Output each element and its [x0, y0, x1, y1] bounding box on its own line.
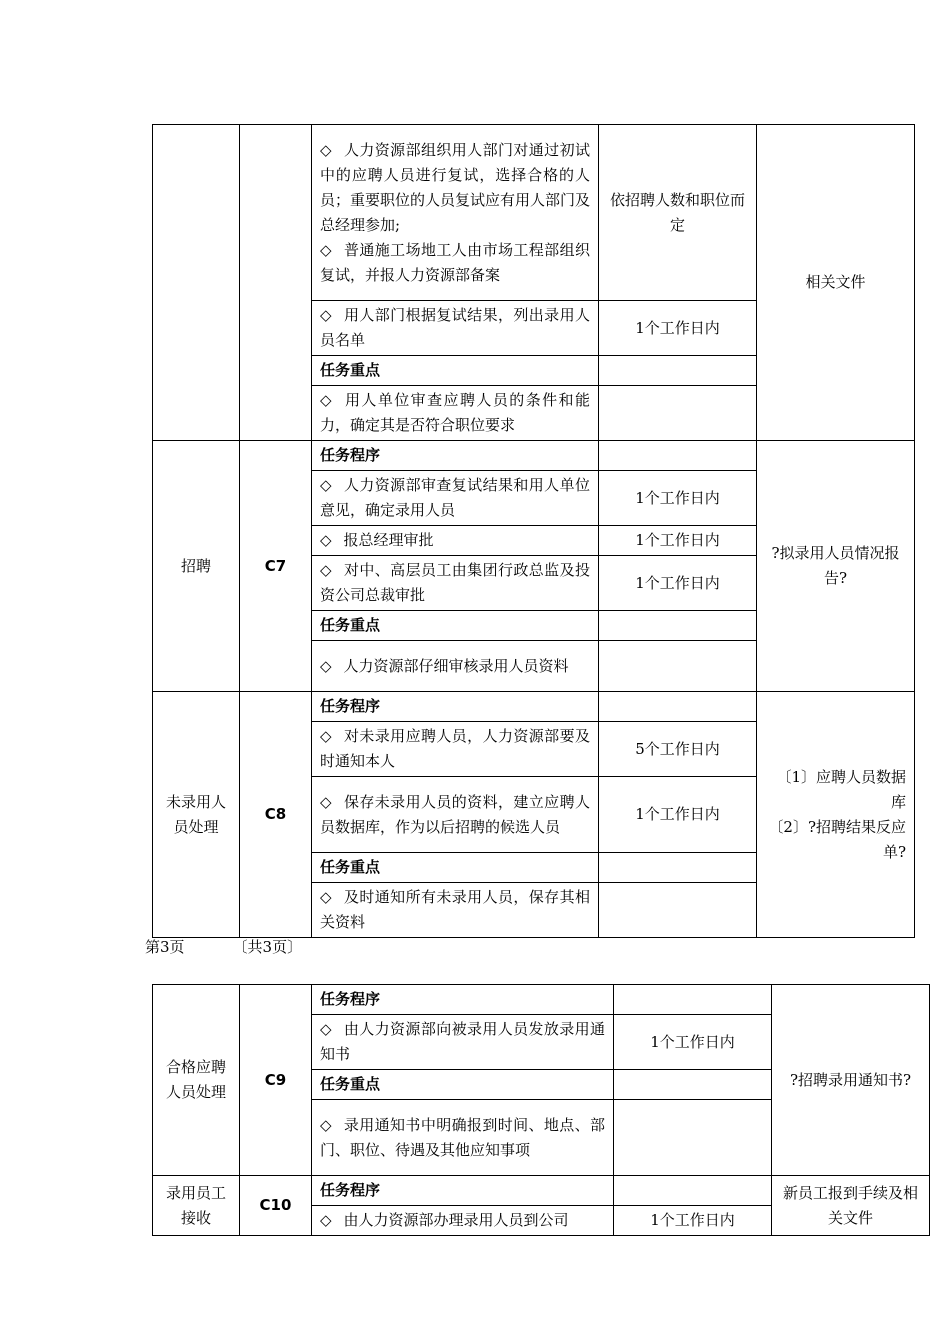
procedure-header: 任务程序: [312, 692, 599, 722]
diamond-icon: ◇: [320, 240, 332, 259]
stage-name: 未录用人员处理: [153, 692, 240, 938]
procedure-header: 任务程序: [312, 985, 614, 1015]
time-cell: 1个工作日内: [599, 301, 757, 356]
diamond-icon: ◇: [320, 656, 332, 675]
key-point-item: ◇ 人力资源部仔细审核录用人员资料: [312, 641, 599, 692]
stage-name: 录用员工接收: [153, 1176, 240, 1236]
stage-code: C8: [240, 692, 312, 938]
diamond-icon: ◇: [320, 306, 332, 324]
time-cell-empty: [614, 1100, 772, 1176]
time-cell-empty: [599, 386, 757, 441]
diamond-icon: ◇: [320, 140, 332, 159]
task-item: ◇ 用人部门根据复试结果，列出录用人员名单: [312, 301, 599, 356]
diamond-icon: ◇: [320, 792, 332, 811]
task-item: ◇ 人力资源部审查复试结果和用人单位意见，确定录用人员: [312, 471, 599, 526]
time-cell-empty: [614, 1070, 772, 1100]
document-cell: ?拟录用人员情况报告?: [757, 441, 915, 692]
stage-code: C7: [240, 441, 312, 692]
time-cell-empty: [599, 692, 757, 722]
time-cell: 1个工作日内: [614, 1206, 772, 1236]
diamond-icon: ◇: [320, 1211, 332, 1229]
stage-code: C10: [240, 1176, 312, 1236]
diamond-icon: ◇: [320, 476, 332, 494]
page-footer: [145, 936, 302, 957]
diamond-icon: ◇: [320, 561, 332, 579]
time-cell-empty: [599, 611, 757, 641]
document-cell: 相关文件: [757, 125, 915, 441]
key-points-header: 任务重点: [312, 1070, 614, 1100]
code-cell-empty: [240, 125, 312, 441]
time-cell-empty: [614, 985, 772, 1015]
task-item: ◇ 对未录用应聘人员，人力资源部要及时通知本人: [312, 722, 599, 777]
process-table-2: [152, 984, 930, 1236]
stage-name: 合格应聘人员处理: [153, 985, 240, 1176]
task-item: ◇ 人力资源部组织用人部门对通过初试中的应聘人员进行复试，选择合格的人员；重要职位的人员复试应有用人部门及总经理参加; ◇ 普通施工场地工人由市场工程部组织复试，并报人力资源部备案: [312, 125, 599, 301]
diamond-icon: ◇: [320, 1020, 332, 1038]
diamond-icon: ◇: [320, 1115, 332, 1134]
diamond-icon: ◇: [320, 727, 332, 745]
stage-name: 招聘: [153, 441, 240, 692]
task-item: ◇ 保存未录用人员的资料，建立应聘人员数据库，作为以后招聘的候选人员: [312, 777, 599, 853]
task-item: ◇ 由人力资源部办理录用人员到公司: [312, 1206, 614, 1236]
task-item: ◇ 对中、高层员工由集团行政总监及投资公司总裁审批: [312, 556, 599, 611]
document-cell: 新员工报到手续及相关文件: [772, 1176, 930, 1236]
procedure-header: 任务程序: [312, 441, 599, 471]
time-cell: 1个工作日内: [599, 526, 757, 556]
task-item: ◇ 报总经理审批: [312, 526, 599, 556]
key-point-item: ◇ 及时通知所有未录用人员，保存其相关资料: [312, 883, 599, 938]
key-point-item: ◇ 用人单位审查应聘人员的条件和能力，确定其是否符合职位要求: [312, 386, 599, 441]
diamond-icon: ◇: [320, 391, 333, 409]
key-points-header: 任务重点: [312, 356, 599, 386]
time-cell: 1个工作日内: [599, 556, 757, 611]
time-cell-empty: [599, 641, 757, 692]
key-points-header: 任务重点: [312, 853, 599, 883]
task-item: ◇ 由人力资源部向被录用人员发放录用通知书: [312, 1015, 614, 1070]
time-cell: 5个工作日内: [599, 722, 757, 777]
procedure-header: 任务程序: [312, 1176, 614, 1206]
diamond-icon: ◇: [320, 888, 332, 906]
time-cell: 依招聘人数和职位而定: [599, 125, 757, 301]
time-cell-empty: [599, 883, 757, 938]
time-cell-empty: [599, 853, 757, 883]
time-cell-empty: [599, 356, 757, 386]
document-cell: ?招聘录用通知书?: [772, 985, 930, 1176]
stage-cell-empty: [153, 125, 240, 441]
key-point-item: ◇ 录用通知书中明确报到时间、地点、部门、职位、待遇及其他应知事项: [312, 1100, 614, 1176]
time-cell: 1个工作日内: [599, 471, 757, 526]
document-cell: 〔1〕应聘人员数据库 〔2〕?招聘结果反应单?: [757, 692, 915, 938]
page-number: 第3页: [145, 938, 185, 956]
time-cell: 1个工作日内: [599, 777, 757, 853]
key-points-header: 任务重点: [312, 611, 599, 641]
time-cell-empty: [614, 1176, 772, 1206]
time-cell-empty: [599, 441, 757, 471]
time-cell: 1个工作日内: [614, 1015, 772, 1070]
diamond-icon: ◇: [320, 531, 332, 549]
page-total: 〔共3页〕: [232, 938, 303, 956]
process-table-1: [152, 124, 915, 938]
stage-code: C9: [240, 985, 312, 1176]
